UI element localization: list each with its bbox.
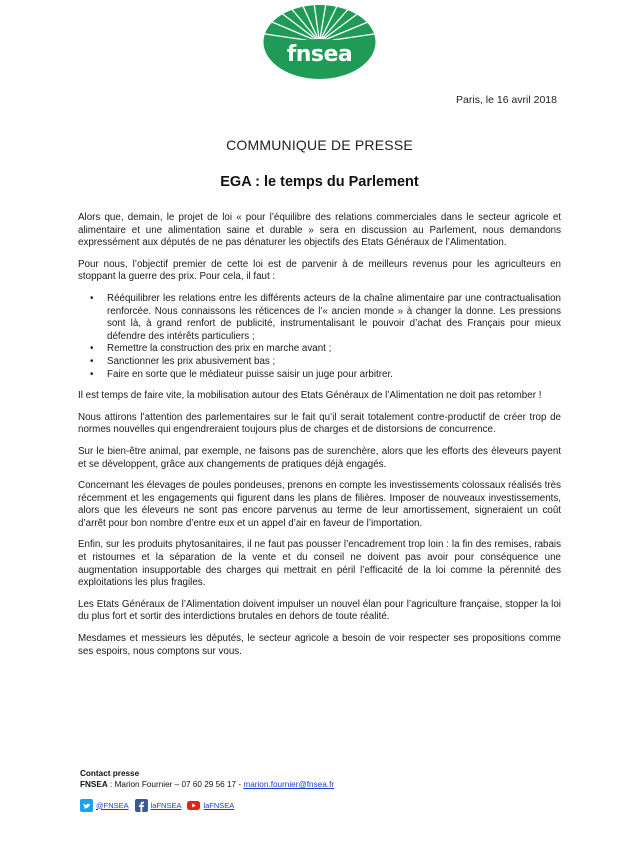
list-item [90,292,561,343]
bullet-list [78,293,561,381]
contact-details: : Marion Fournier – 07 60 29 56 17 - [107,780,244,789]
contact-block [80,768,334,790]
paragraph: Sur le bien-être animal, par exemple, ne faisons pas de surenchère, alors que les efforts des éleveurs payent et se développent, grâce aux changements de pratiques déjà engagés. [78,445,561,470]
paragraph: Alors que, demain, le projet de loi « pour l’équilibre des relations commerciales dans le secteur agricole et alimentaire et une alimentation saine et durable » sera en discussion au Parlement, nous demandons expressément aux députés de ne pas dénaturer les objectifs des Etats Généraux de l’Alimentation. [78,212,561,249]
bullet-icon: • [90,292,94,304]
document-heading: COMMUNIQUE DE PRESSE [226,137,413,153]
body-text [78,212,561,667]
list-item-text: Sanctionner les prix abusivement bas ; [107,355,276,367]
list-item-text: Faire en sorte que le médiateur puisse saisir un juge pour arbitrer. [107,368,393,380]
social-handle: laFNSEA [150,800,182,810]
contact-label: Contact presse [80,769,140,778]
contact-line [80,779,334,790]
release-date: Paris, le 16 avril 2018 [456,94,557,106]
youtube-icon [187,799,200,812]
list-item-text: Rééquilibrer les relations entre les différents acteurs de la chaîne alimentaire par une contractualisation renforcée. Nous connaissons les réticences de l’« ancien monde » à changer la donne. Les pressions sont là, à grand renfort de publicité, instrumentalisant le pouvoir d’achat des Français pour mieux défendre des intérêts particuliers ; [107,292,561,342]
paragraph: Concernant les élevages de poules pondeuses, prenons en compte les investissements colossaux réalisés très récemment et les engagements qui figurent dans les plans de filières. Imposer de nouveaux investissements, alors que les éleveurs ne sont pas encore parvenus au terme de leur amortissement, signeraient un coût d’arrêt pour bon nombre d’entre eux et un appel d’air en faveur de l’importation. [78,480,561,529]
social-links [80,797,240,813]
bullet-icon: • [90,355,94,367]
paragraph: Mesdames et messieurs les députés, le secteur agricole a besoin de voir respecter ses propositions comme ses espoirs, nous comptons sur vous. [78,633,561,657]
social-link-facebook[interactable] [135,799,182,812]
social-link-youtube[interactable] [187,799,234,812]
twitter-icon [80,799,93,812]
list-item [90,355,561,369]
list-item [90,343,561,356]
social-handle: @FNSEA [96,800,129,810]
fnsea-logo [262,2,377,80]
paragraph: Il est temps de faire vite, la mobilisation autour des Etats Généraux de l’Alimentation ne doit pas retomber ! [78,390,542,402]
paragraph: Nous attirons l’attention des parlementaires sur le fait qu’il serait totalement contre-productif de créer trop de normes nouvelles qui engendreraient toujours plus de charges et de distorsions de concurrence. [78,411,561,436]
document-title: EGA : le temps du Parlement [220,174,419,190]
logo-text: fnsea [286,42,353,67]
paragraph: Pour nous, l’objectif premier de cette loi est de parvenir à de meilleurs revenus pour les agriculteurs en stoppant la guerre des prix. Pour cela, il faut : [78,258,561,283]
social-handle: laFNSEA [203,800,235,810]
contact-org: FNSEA [80,780,108,789]
bullet-icon: • [90,343,94,355]
social-link-twitter[interactable] [80,799,129,812]
facebook-icon [135,799,148,812]
paragraph: Les Etats Généraux de l’Alimentation doivent impulser un nouvel élan pour l’agriculture française, stopper la loi du plus fort et sortir des interdictions brutales en dehors de toute réalité. [78,598,561,623]
bullet-icon: • [90,368,94,380]
list-item [90,368,561,382]
list-item-text: Remettre la construction des prix en marche avant ; [107,343,332,355]
fnsea-logo-icon [262,2,377,80]
paragraph: Enfin, sur les produits phytosanitaires, il ne faut pas pousser l’encadrement trop loin : la fin des remises, rabais et ristournes et la séparation de la vente et du conseil ne doivent pas avoir pour conséquence une augmentation insupportable des charges qui mettrait en péril l’efficacité de la loi comme la pérennité des exploitations les plus fragiles. [78,539,561,589]
contact-email-link[interactable]: marion.fournier@fnsea.fr [243,780,335,789]
